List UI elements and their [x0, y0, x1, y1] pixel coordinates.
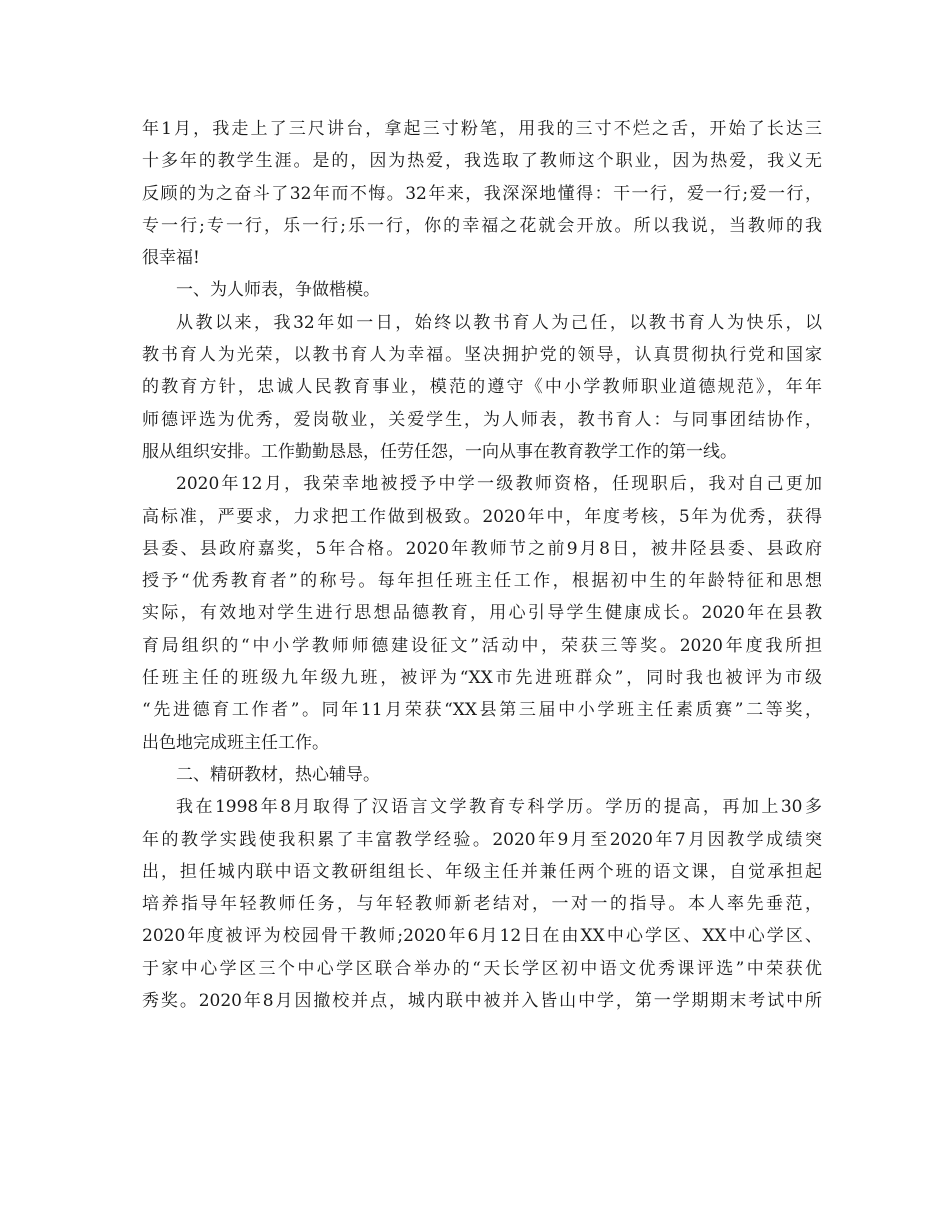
text-line: 出，担任城内联中语文教研组组长、年级主任并兼任两个班的语文课，自觉承担起: [142, 861, 822, 882]
text-line: 培养指导年轻教师任务，与年轻教师新老结对，一对一的指导。本人率先垂范，: [142, 894, 822, 915]
text-line: 2020年12月，我荣幸地被授予中学一级教师资格，任现职后，我对自己更加: [176, 474, 822, 495]
text-line: 实际，有效地对学生进行思想品德教育，用心引导学生健康成长。2020年在县教: [142, 603, 822, 624]
text-line: 于家中心学区三个中心学区联合举办的“天长学区初中语文优秀课评选”中荣获优: [142, 958, 822, 979]
text-line: 任班主任的班级九年级九班，被评为“XX市先进班群众”，同时我也被评为市级: [142, 668, 822, 689]
text-line: 秀奖。2020年8月因撤校并点，城内联中被并入皆山中学，第一学期期末考试中所: [142, 991, 822, 1012]
text-line: 师德评选为优秀，爱岗敬业，关爱学生，为人师表，教书育人：与同事团结协作，: [142, 409, 822, 430]
text-line: 服从组织安排。工作勤勤恳恳，任劳任怨，一向从事在教育教学工作的第一线。: [142, 441, 737, 462]
text-line: 授予“优秀教育者”的称号。每年担任班主任工作，根据初中生的年龄特征和思想: [142, 571, 822, 592]
text-line: 育局组织的“中小学教师师德建设征文”活动中，荣获三等奖。2020年度我所担: [142, 635, 822, 656]
text-line: 十多年的教学生涯。是的，因为热爱，我选取了教师这个职业，因为热爱，我义无: [142, 151, 822, 172]
text-line: 我在1998年8月取得了汉语言文学教育专科学历。学历的提高，再加上30多: [176, 797, 822, 818]
text-line: 很幸福!: [142, 248, 200, 269]
text-line: 年的教学实践使我积累了丰富教学经验。2020年9月至2020年7月因教学成绩突: [142, 829, 822, 850]
text-line: “先进德育工作者”。同年11月荣获“XX县第三届中小学班主任素质赛”二等奖，: [142, 700, 822, 721]
text-line: 出色地完成班主任工作。: [142, 732, 329, 753]
text-line: 年1月，我走上了三尺讲台，拿起三寸粉笔，用我的三寸不烂之舌，开始了长达三: [142, 119, 822, 139]
text-line: 专一行;专一行，乐一行;乐一行，你的幸福之花就会开放。所以我说，当教师的我: [142, 215, 822, 236]
text-line: 2020年度被评为校园骨干教师;2020年6月12日在由XX中心学区、XX中心学区、: [142, 926, 822, 947]
text-line: 的教育方针，忠诚人民教育事业，模范的遵守《中小学教师职业道德规范》，年年: [142, 377, 822, 398]
text-line: 县委、县政府嘉奖，5年合格。2020年教师节之前9月8日，被井陉县委、县政府: [142, 538, 822, 559]
text-line: 反顾的为之奋斗了32年而不悔。32年来，我深深地懂得：干一行，爱一行;爱一行，: [142, 183, 822, 204]
text-line: 从教以来，我32年如一日，始终以教书育人为己任，以教书育人为快乐，以: [176, 312, 822, 333]
text-line: 教书育人为光荣，以教书育人为幸福。坚决拥护党的领导，认真贯彻执行党和国家: [142, 345, 822, 366]
text-line: 高标准，严要求，力求把工作做到极致。2020年中，年度考核，5年为优秀，获得: [142, 506, 822, 527]
text-line: 一、为人师表，争做楷模。: [176, 280, 380, 301]
document-body: [142, 113, 822, 1017]
text-line: 二、精研教材，热心辅导。: [176, 764, 380, 785]
